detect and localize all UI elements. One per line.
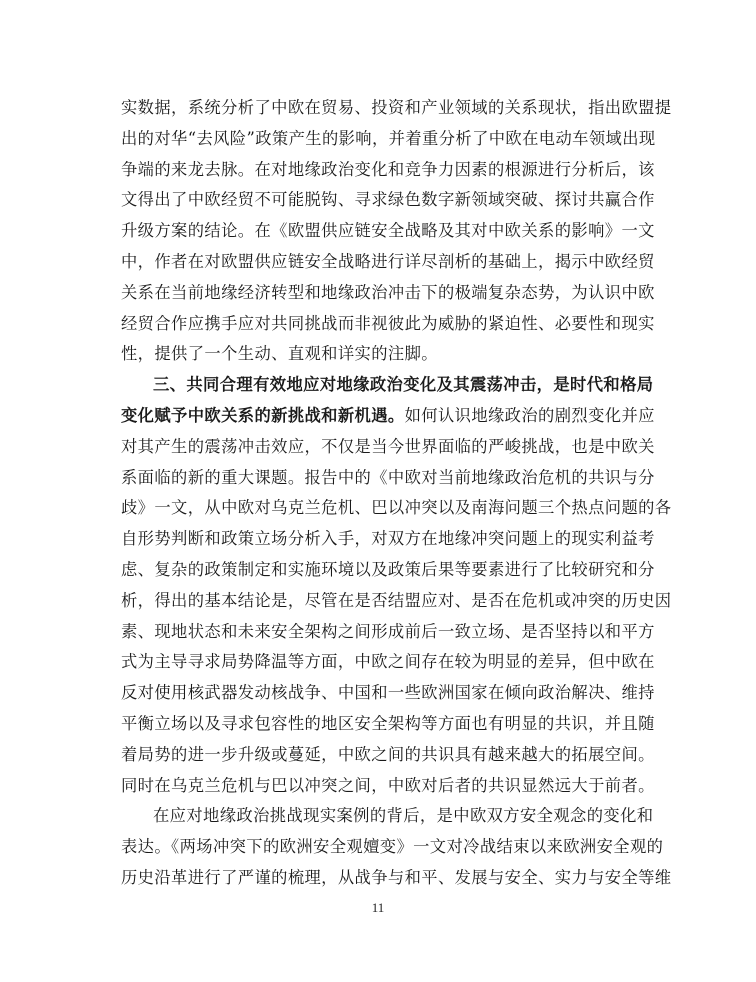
text-line: 系面临的新的重大课题。报告中的《中欧对当前地缘政治危机的共识与分 — [121, 468, 655, 487]
text-line: 析，得出的基本结论是，尽管在是否结盟应对、是否在危机或冲突的历史因 — [121, 591, 672, 610]
text-line: 经贸合作应携手应对共同挑战而非视彼此为威胁的紧迫性、必要性和现实 — [121, 314, 655, 333]
text-run: 如何认识地缘政治的剧烈变化并应 — [404, 406, 655, 425]
text-line: 同时在乌克兰危机与巴以冲突之间，中欧对后者的共识显然远大于前者。 — [121, 776, 655, 795]
text-line: 争端的来龙去脉。在对地缘政治变化和竞争力因素的根源进行分析后，该 — [121, 160, 655, 179]
text-line: 文得出了中欧经贸不可能脱钩、寻求绿色数字新领域突破、探讨共赢合作 — [121, 190, 655, 209]
text-line: 反对使用核武器发动核战争、中国和一些欧洲国家在倾向政治解决、维持 — [121, 683, 655, 702]
text-line: 在应对地缘政治挑战现实案例的背后，是中欧双方安全观念的变化和 — [153, 806, 654, 825]
text-line: 平衡立场以及寻求包容性的地区安全架构等方面也有明显的共识，并且随 — [121, 714, 655, 733]
page-number: 11 — [371, 900, 385, 915]
text-line: 式为主导寻求局势降温等方面，中欧之间存在较为明显的差异，但中欧在 — [121, 652, 655, 671]
text-line: 中，作者在对欧盟供应链安全战略进行详尽剖析的基础上，揭示中欧经贸 — [121, 252, 655, 271]
text-line: 表达。《两场冲突下的欧洲安全观嬗变》一文对冷战结束以来欧洲安全观的 — [121, 837, 664, 856]
text-line: 着局势的进一步升级或蔓延，中欧之间的共识具有越来越大的拓展空间。 — [121, 745, 655, 764]
section-heading-continuation: 变化赋予中欧关系的新挑战和新机遇。 — [121, 406, 405, 425]
text-line: 出的对华“去风险”政策产生的影响，并着重分析了中欧在电动车领域出现 — [121, 129, 656, 148]
text-line: 历史沿革进行了严谨的梳理，从战争与和平、发展与安全、实力与安全等维 — [121, 868, 672, 887]
text-line: 升级方案的结论。在《欧盟供应链安全战略及其对中欧关系的影响》一文 — [121, 221, 655, 240]
section-heading: 三、共同合理有效地应对地缘政治变化及其震荡冲击，是时代和格局 — [153, 375, 654, 394]
text-line: 关系在当前地缘经济转型和地缘政治冲击下的极端复杂态势，为认识中欧 — [121, 283, 655, 302]
text-line: 虑、复杂的政策制定和实施环境以及政策后果等要素进行了比较研究和分 — [121, 560, 655, 579]
text-line — [121, 400, 655, 431]
text-line: 自形势判断和政策立场分析入手，对双方在地缘冲突问题上的现实利益考 — [121, 529, 655, 548]
text-line: 素、现地状态和未来安全架构之间形成前后一致立场、是否坚持以和平方 — [121, 622, 655, 641]
text-line: 实数据，系统分析了中欧在贸易、投资和产业领域的关系现状，指出欧盟提 — [121, 98, 672, 117]
text-line: 歧》一文，从中欧对乌克兰危机、巴以冲突以及南海问题三个热点问题的各 — [121, 498, 672, 517]
text-line: 性，提供了一个生动、直观和详实的注脚。 — [121, 344, 438, 363]
text-line: 对其产生的震荡冲击效应，不仅是当今世界面临的严峻挑战，也是中欧关 — [121, 437, 655, 456]
